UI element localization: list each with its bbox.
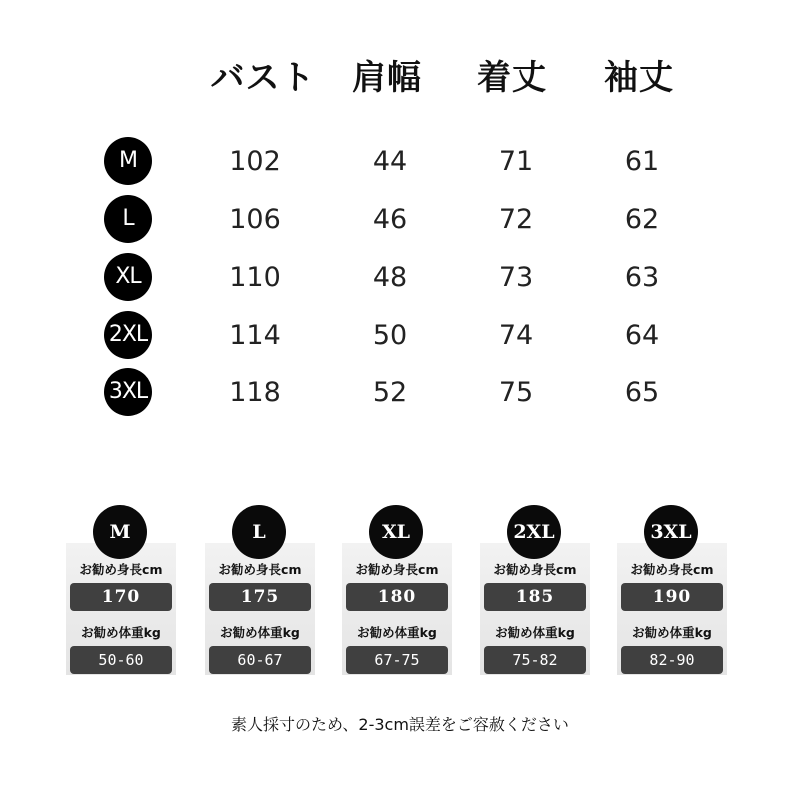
header-bust: バスト (210, 58, 316, 98)
bust-value: 114 (229, 320, 281, 351)
height-label: お勧め身長cm (218, 562, 302, 577)
sleeve-value: 63 (624, 262, 660, 293)
shoulder-value: 52 (372, 377, 408, 408)
length-value: 75 (498, 377, 534, 408)
recommend-card (480, 505, 590, 675)
length-value: 71 (498, 146, 534, 177)
height-value: 180 (346, 583, 448, 611)
recommend-card (342, 505, 452, 675)
bust-value: 118 (229, 377, 281, 408)
bust-value: 106 (229, 204, 281, 235)
shoulder-value: 50 (372, 320, 408, 351)
size-badge: L (232, 505, 286, 559)
height-label: お勧め身長cm (493, 562, 577, 577)
length-value: 72 (498, 204, 534, 235)
size-badge: XL (369, 505, 423, 559)
length-value: 74 (498, 320, 534, 351)
size-badge: M (93, 505, 147, 559)
measurement-note: 素人採寸のため、2-3cm誤差をご容赦ください (231, 715, 569, 734)
weight-value: 75-82 (484, 646, 586, 674)
header-shoulder: 肩幅 (352, 58, 422, 98)
weight-value: 60-67 (209, 646, 311, 674)
sleeve-value: 61 (624, 146, 660, 177)
weight-value: 82-90 (621, 646, 723, 674)
bust-value: 102 (229, 146, 281, 177)
shoulder-value: 46 (372, 204, 408, 235)
size-badge: L (104, 195, 152, 243)
weight-label: お勧め体重kg (495, 625, 575, 640)
weight-label: お勧め体重kg (81, 625, 161, 640)
height-label: お勧め身長cm (630, 562, 714, 577)
weight-value: 50-60 (70, 646, 172, 674)
table-row (0, 249, 800, 307)
size-badge: 3XL (644, 505, 698, 559)
weight-label: お勧め体重kg (220, 625, 300, 640)
sleeve-value: 62 (624, 204, 660, 235)
height-value: 170 (70, 583, 172, 611)
shoulder-value: 48 (372, 262, 408, 293)
height-value: 185 (484, 583, 586, 611)
height-label: お勧め身長cm (355, 562, 439, 577)
size-badge: 2XL (507, 505, 561, 559)
table-row (0, 364, 800, 422)
sleeve-value: 65 (624, 377, 660, 408)
size-badge: 3XL (104, 368, 152, 416)
length-value: 73 (498, 262, 534, 293)
weight-value: 67-75 (346, 646, 448, 674)
bust-value: 110 (229, 262, 281, 293)
size-badge: 2XL (104, 311, 152, 359)
table-row (0, 133, 800, 191)
table-row (0, 307, 800, 365)
size-badge: M (104, 137, 152, 185)
header-sleeve: 袖丈 (604, 58, 674, 98)
header-length: 着丈 (477, 58, 547, 98)
recommend-card (205, 505, 315, 675)
sleeve-value: 64 (624, 320, 660, 351)
recommend-card (617, 505, 727, 675)
height-label: お勧め身長cm (79, 562, 163, 577)
recommend-card (66, 505, 176, 675)
height-value: 190 (621, 583, 723, 611)
shoulder-value: 44 (372, 146, 408, 177)
size-badge: XL (104, 253, 152, 301)
height-value: 175 (209, 583, 311, 611)
weight-label: お勧め体重kg (632, 625, 712, 640)
table-row (0, 191, 800, 249)
weight-label: お勧め体重kg (357, 625, 437, 640)
